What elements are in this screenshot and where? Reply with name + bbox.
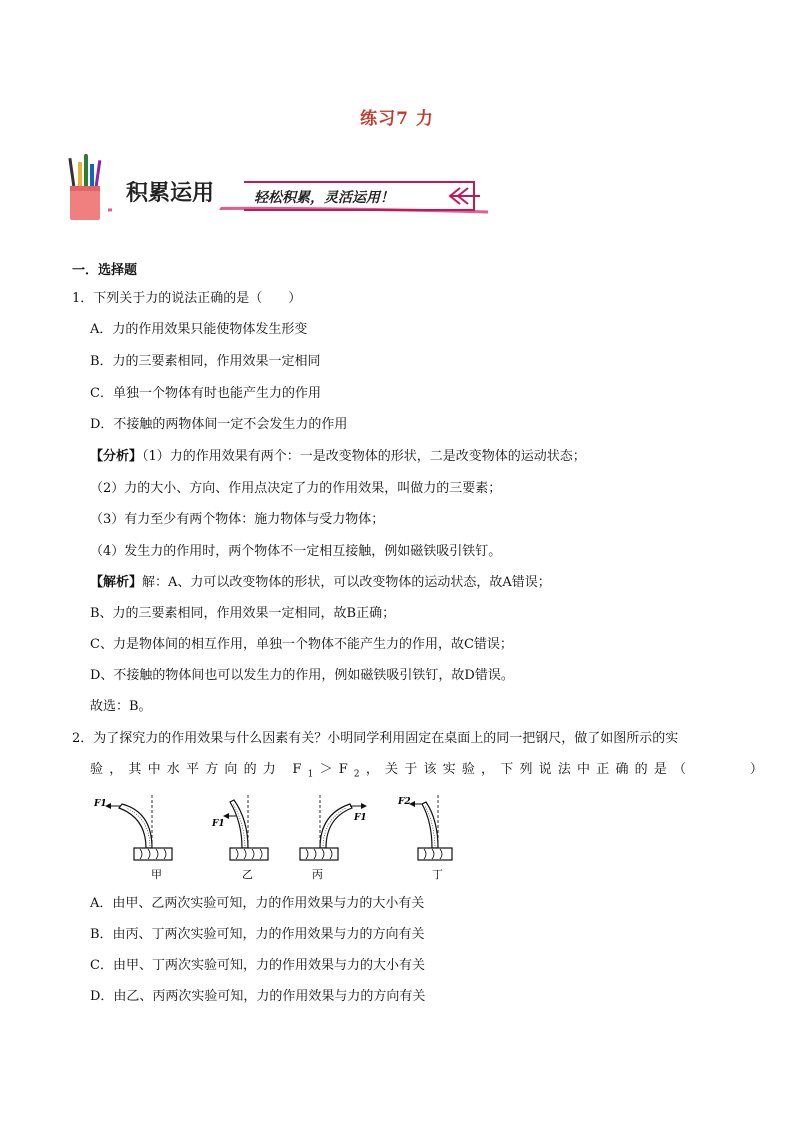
banner-label: 积累运用 xyxy=(126,180,215,205)
section-heading: 一．选择题 xyxy=(72,263,138,278)
figure-bing xyxy=(300,794,367,881)
pencil-cup-icon xyxy=(68,154,101,220)
q2-stem-line-1: 2．为了探究力的作用效果与什么因素有关？小明同学利用固定在桌面上的同一把钢尺，做了如图所示的实 xyxy=(72,731,679,746)
q2-stem-line-2: 验，其中水平方向的力 $F_1>F_2$，关于该实验，下列说法中正确的是（ ） xyxy=(90,762,770,780)
q1-analysis-line-2: （2）力的大小、方向、作用点决定了力的作用效果，叫做力的三要素； xyxy=(90,481,502,496)
force-label: F2 xyxy=(398,797,411,807)
force-label: F1 xyxy=(212,819,225,829)
figure-label-bing: 丙 xyxy=(312,868,323,881)
q2-option-d: D．由乙、丙两次实验可知，力的作用效果与力的方向有关 xyxy=(90,989,426,1004)
figure-ding xyxy=(397,794,452,881)
banner-slogan: 轻松积累，灵活运用！ xyxy=(254,190,394,206)
page-title: 练习7 力 xyxy=(360,109,434,129)
q1-option-d: D．不接触的两物体间一定不会发生力的作用 xyxy=(90,417,348,432)
q2-option-a: A．由甲、乙两次实验可知，力的作用效果与力的大小有关 xyxy=(90,896,425,911)
q1-option-b: B．力的三要素相同，作用效果一定相同 xyxy=(90,354,321,369)
q1-option-c: C．单独一个物体有时也能产生力的作用 xyxy=(90,386,321,401)
figure-label-yi: 乙 xyxy=(242,868,253,881)
q1-solution-line-4: D、不接触的物体间也可以发生力的作用，例如磁铁吸引铁钉，故D错误。 xyxy=(90,668,514,683)
section-banner xyxy=(68,154,488,224)
q1-stem: 1．下列关于力的说法正确的是（ ） xyxy=(72,291,302,306)
analysis-tag: 【分析】 xyxy=(90,449,143,464)
q1-analysis-line-1: 【分析】（1）力的作用效果有两个：一是改变物体的形状，二是改变物体的运动状态； xyxy=(90,449,586,464)
q1-analysis-line-3: （3）有力至少有两个物体：施力物体与受力物体； xyxy=(90,512,385,527)
figure-label-ding: 丁 xyxy=(432,868,443,881)
ruler-experiment-figure xyxy=(88,792,468,888)
figure-jia xyxy=(93,794,172,881)
q2-option-b: B．由丙、丁两次实验可知，力的作用效果与力的方向有关 xyxy=(90,927,425,942)
q1-solution-line-3: C、力是物体间的相互作用，单独一个物体不能产生力的作用，故C错误； xyxy=(90,637,513,652)
q1-analysis-line-4: （4）发生力的作用时，两个物体不一定相互接触，例如磁铁吸引铁钉。 xyxy=(90,544,502,559)
q1-answer: 故选：B。 xyxy=(90,699,152,714)
double-arrow-icon xyxy=(450,188,480,204)
solution-tag: 【解析】 xyxy=(90,575,143,590)
force-label: F1 xyxy=(354,813,367,823)
q1-solution-line-1: 【解析】解：A、力可以改变物体的形状，可以改变物体的运动状态，故A错误； xyxy=(90,575,551,590)
q1-option-a: A．力的作用效果只能使物体发生形变 xyxy=(90,322,308,337)
figure-yi xyxy=(211,794,268,881)
figure-label-jia: 甲 xyxy=(151,868,162,881)
force-label: F1 xyxy=(94,799,107,809)
q1-solution-line-2: B、力的三要素相同，作用效果一定相同，故B正确； xyxy=(90,606,396,621)
q2-option-c: C．由甲、丁两次实验可知，力的作用效果与力的大小有关 xyxy=(90,958,425,973)
